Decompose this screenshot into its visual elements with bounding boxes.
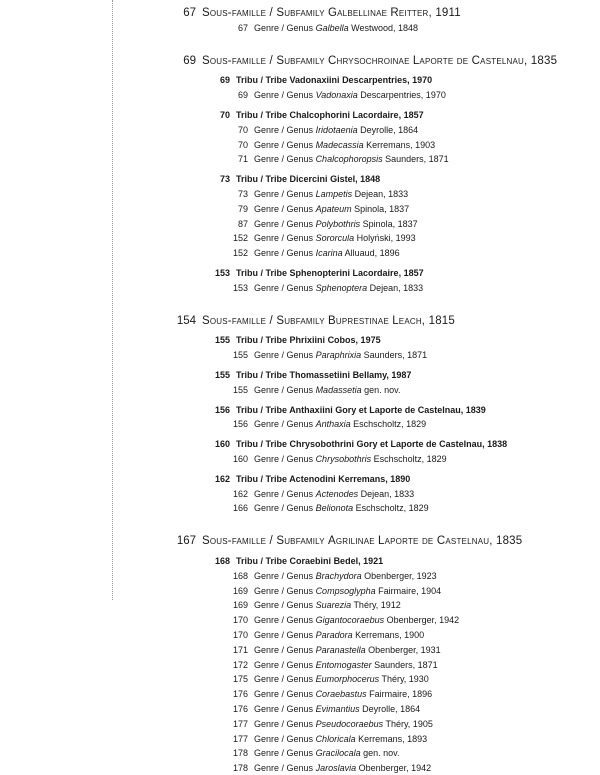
taxon-name: Thomassetiini xyxy=(289,370,351,380)
page-number: 156 xyxy=(232,419,248,430)
taxon-authority: Holyński, 1993 xyxy=(356,233,416,244)
genus-entry xyxy=(226,628,424,642)
page-number: 177 xyxy=(232,718,248,729)
page-number: 168 xyxy=(232,570,248,581)
page-number: 169 xyxy=(232,600,248,611)
taxon-name: Buprestinae xyxy=(327,314,389,327)
taxon-authority: Spinola, 1837 xyxy=(362,218,418,229)
page-number: 73 xyxy=(237,189,248,199)
rank-label: Genre / Genus xyxy=(254,454,314,464)
taxon-authority: Leach, 1815 xyxy=(392,314,455,327)
rank-label: Genre / Genus xyxy=(254,733,314,744)
taxon-name: Pseudocoraebus xyxy=(315,718,384,729)
taxon-name: Phrixiini xyxy=(289,335,326,346)
taxon-authority: Descarpentries, 1970 xyxy=(360,90,446,101)
genus-entry xyxy=(226,501,429,515)
taxon-authority: Lacordaire, 1857 xyxy=(352,110,424,120)
taxon-authority: Dejean, 1833 xyxy=(360,488,415,499)
genus-entry xyxy=(226,702,420,716)
taxon-name: Chalcophorini xyxy=(289,110,351,120)
tribe-entry xyxy=(208,333,381,347)
rank-label: Genre / Genus xyxy=(254,615,314,626)
rank-label: Tribu / Tribe xyxy=(236,335,288,346)
rank-label: Genre / Genus xyxy=(254,718,314,729)
page-number: 160 xyxy=(232,454,248,464)
rank-label: Tribu / Tribe xyxy=(236,404,288,415)
page-number: 153 xyxy=(214,268,230,278)
subfamily-entry xyxy=(168,6,461,20)
page-number: 166 xyxy=(232,503,248,514)
page-number: 168 xyxy=(214,556,230,566)
taxon-authority: Obenberger, 1923 xyxy=(364,570,437,581)
page-number: 175 xyxy=(232,674,248,685)
page-number: 67 xyxy=(237,22,248,33)
genus-entry xyxy=(226,231,416,245)
taxon-authority: Spinola, 1837 xyxy=(354,203,410,214)
rank-label: Genre / Genus xyxy=(254,585,314,596)
genus-entry xyxy=(226,487,414,501)
taxon-authority: Eschscholtz, 1829 xyxy=(373,454,447,464)
rank-label: Genre / Genus xyxy=(254,384,314,395)
taxon-authority: Obenberger, 1942 xyxy=(358,763,432,774)
rank-label: Genre / Genus xyxy=(254,488,314,499)
taxon-name: Sphenoptera xyxy=(315,282,368,293)
taxon-name: Paranastella xyxy=(315,644,366,655)
rank-label: Genre / Genus xyxy=(254,763,314,774)
genus-entry xyxy=(226,658,438,672)
taxon-authority: Obenberger, 1931 xyxy=(368,644,441,655)
taxon-name: Coraebini xyxy=(289,556,332,566)
genus-entry xyxy=(226,246,400,260)
genus-entry xyxy=(226,746,399,760)
taxon-authority: Westwood, 1848 xyxy=(351,22,418,33)
genus-entry xyxy=(226,761,431,775)
taxon-authority: Laporte de Castelnau, 1835 xyxy=(378,535,523,548)
taxon-name: Actenodini xyxy=(289,473,336,484)
taxon-authority: Eschscholtz, 1829 xyxy=(353,419,427,430)
rank-label: Genre / Genus xyxy=(254,248,314,259)
taxon-authority: Deyrolle, 1864 xyxy=(360,124,419,135)
page-number: 176 xyxy=(232,704,248,714)
genus-entry xyxy=(226,672,429,686)
rank-label: Sous-famille / Subfamily xyxy=(202,535,325,548)
genus-entry xyxy=(226,717,433,731)
page-number: 162 xyxy=(214,473,230,484)
page-number: 172 xyxy=(232,659,248,670)
taxon-authority: Descarpentries, 1970 xyxy=(342,75,433,86)
page-number: 79 xyxy=(237,203,248,214)
page-number: 70 xyxy=(219,110,230,120)
genus-entry xyxy=(226,613,459,627)
genus-entry xyxy=(226,687,432,701)
genus-entry xyxy=(226,348,427,362)
taxon-authority: Théry, 1912 xyxy=(353,600,401,611)
taxon-name: Galbellinae xyxy=(327,7,388,19)
genus-entry xyxy=(226,187,408,201)
genus-entry xyxy=(226,138,435,152)
taxon-authority: Cobos, 1975 xyxy=(327,335,381,346)
taxon-name: Iridotaenia xyxy=(315,124,358,135)
taxon-name: Eumorphocerus xyxy=(315,674,380,685)
taxon-authority: Eschscholtz, 1829 xyxy=(355,503,429,514)
page-number: 69 xyxy=(237,90,248,101)
taxon-name: Apateum xyxy=(315,203,352,214)
genus-entry xyxy=(226,732,427,746)
subfamily-entry xyxy=(168,534,522,548)
taxon-authority: Théry, 1905 xyxy=(385,718,433,729)
rank-label: Genre / Genus xyxy=(254,350,314,361)
page-number: 87 xyxy=(237,218,248,229)
genus-entry xyxy=(226,217,418,231)
tribe-entry xyxy=(208,403,486,417)
tribe-entry xyxy=(208,73,432,87)
taxon-authority: Kerremans, 1893 xyxy=(358,733,428,744)
taxon-authority: Kerremans, 1890 xyxy=(338,473,411,484)
rank-label: Genre / Genus xyxy=(254,644,314,655)
taxon-name: Chalcophoropsis xyxy=(315,154,383,165)
taxon-authority: gen. nov. xyxy=(363,748,400,759)
page-number: 162 xyxy=(232,488,248,499)
taxon-authority: Bedel, 1921 xyxy=(333,556,384,566)
rank-label: Tribu / Tribe xyxy=(236,268,288,278)
taxon-name: Madecassia xyxy=(315,139,364,150)
taxon-name: Galbella xyxy=(315,22,349,33)
taxon-name: Vadonaxia xyxy=(315,90,358,101)
rank-label: Genre / Genus xyxy=(254,139,314,150)
rank-label: Genre / Genus xyxy=(254,659,314,670)
page-number: 171 xyxy=(232,644,248,655)
taxon-name: Coraebastus xyxy=(315,689,367,700)
rank-label: Genre / Genus xyxy=(254,124,314,135)
taxon-name: Icarina xyxy=(315,248,343,259)
taxon-name: Anthaxia xyxy=(315,419,351,430)
genus-entry xyxy=(226,383,400,397)
taxon-authority: Kerremans, 1903 xyxy=(366,139,436,150)
taxon-name: Anthaxiini xyxy=(289,404,333,415)
page-number: 170 xyxy=(232,630,248,640)
taxon-authority: Gistel, 1848 xyxy=(330,174,381,185)
rank-label: Sous-famille / Subfamily xyxy=(202,54,325,67)
taxon-name: Jaroslavia xyxy=(315,763,357,774)
taxon-authority: Obenberger, 1942 xyxy=(386,615,460,626)
taxon-name: Evimantius xyxy=(315,704,360,714)
subfamily-entry xyxy=(168,314,455,328)
page-number: 167 xyxy=(176,535,196,548)
rank-label: Sous-famille / Subfamily xyxy=(202,314,325,327)
taxon-name: Agrilinae xyxy=(327,535,375,548)
rank-label: Tribu / Tribe xyxy=(236,473,288,484)
page-number: 69 xyxy=(183,54,196,67)
page-number: 160 xyxy=(214,439,230,450)
subfamily-entry xyxy=(168,54,557,68)
rank-label: Genre / Genus xyxy=(254,22,314,33)
page-number: 70 xyxy=(237,124,248,135)
genus-entry xyxy=(226,584,441,598)
taxon-authority: Reitter, 1911 xyxy=(390,7,461,19)
taxon-name: Vadonaxiini xyxy=(289,75,340,86)
rank-label: Sous-famille / Subfamily xyxy=(202,7,325,19)
page-number: 178 xyxy=(232,763,248,774)
page-number: 69 xyxy=(219,75,230,86)
genus-entry xyxy=(226,123,418,137)
tribe-entry xyxy=(208,266,424,280)
page-number: 152 xyxy=(232,233,248,244)
page-number: 155 xyxy=(232,384,248,395)
page-number: 67 xyxy=(183,7,196,19)
tribe-entry xyxy=(208,554,383,568)
page-number: 73 xyxy=(219,174,230,185)
rank-label: Genre / Genus xyxy=(254,630,314,640)
taxon-name: Paraphrixia xyxy=(315,350,362,361)
genus-entry xyxy=(226,152,449,166)
tribe-entry xyxy=(208,108,424,122)
page-number: 155 xyxy=(232,350,248,361)
genus-entry xyxy=(226,643,441,657)
page-number: 153 xyxy=(232,282,248,293)
rank-label: Genre / Genus xyxy=(254,600,314,611)
taxon-name: Dicercini xyxy=(289,174,328,185)
taxon-authority: Fairmaire, 1896 xyxy=(369,689,433,700)
taxon-name: Entomogaster xyxy=(315,659,372,670)
rank-label: Tribu / Tribe xyxy=(236,75,288,86)
tribe-entry xyxy=(208,472,410,486)
genus-entry xyxy=(226,598,401,612)
taxon-authority: Dejean, 1833 xyxy=(369,282,424,293)
rank-label: Genre / Genus xyxy=(254,503,314,514)
rank-label: Genre / Genus xyxy=(254,233,314,244)
page-number: 154 xyxy=(176,314,196,327)
rank-label: Genre / Genus xyxy=(254,748,314,759)
page-number: 170 xyxy=(232,615,248,626)
rank-label: Genre / Genus xyxy=(254,282,314,293)
tribe-entry xyxy=(208,172,380,186)
page-number: 155 xyxy=(214,370,230,380)
tribe-entry xyxy=(208,437,507,451)
taxon-name: Madassetia xyxy=(315,384,362,395)
taxon-name: Chrysobothrini xyxy=(289,439,355,450)
taxon-name: Chloricala xyxy=(315,733,356,744)
taxon-name: Sphenopterini xyxy=(289,268,351,278)
page-number: 169 xyxy=(232,585,248,596)
taxon-authority: Gory et Laporte de Castelnau, 1838 xyxy=(356,439,508,450)
taxon-authority: Alluaud, 1896 xyxy=(344,248,400,259)
genus-entry xyxy=(226,569,437,583)
page-number: 71 xyxy=(237,154,248,165)
rank-label: Genre / Genus xyxy=(254,674,314,685)
genus-entry xyxy=(226,452,447,466)
rank-label: Genre / Genus xyxy=(254,419,314,430)
genus-entry xyxy=(226,21,418,35)
page-number: 177 xyxy=(232,733,248,744)
taxon-name: Chrysochroinae xyxy=(327,54,410,67)
taxon-name: Polybothris xyxy=(315,218,361,229)
taxon-authority: Saunders, 1871 xyxy=(363,350,428,361)
taxon-name: Paradora xyxy=(315,630,353,640)
taxon-authority: gen. nov. xyxy=(364,384,401,395)
page-number: 178 xyxy=(232,748,248,759)
rank-label: Genre / Genus xyxy=(254,90,314,101)
genus-entry xyxy=(226,88,446,102)
rank-label: Tribu / Tribe xyxy=(236,556,288,566)
taxon-name: Lampetis xyxy=(315,189,353,199)
taxon-authority: Bellamy, 1987 xyxy=(352,370,412,380)
page-number: 176 xyxy=(232,689,248,700)
taxon-name: Gracilocala xyxy=(315,748,361,759)
taxon-authority: Théry, 1930 xyxy=(381,674,429,685)
taxon-authority: Saunders, 1871 xyxy=(374,659,438,670)
taxon-name: Gigantocoraebus xyxy=(315,615,385,626)
taxon-name: Brachydora xyxy=(315,570,362,581)
taxon-authority: Fairmaire, 1904 xyxy=(378,585,442,596)
tribe-entry xyxy=(208,368,411,382)
taxon-authority: Lacordaire, 1857 xyxy=(352,268,424,278)
rank-label: Genre / Genus xyxy=(254,704,314,714)
taxon-authority: Saunders, 1871 xyxy=(385,154,449,165)
page-number: 155 xyxy=(214,335,230,346)
genus-entry xyxy=(226,202,409,216)
rank-label: Tribu / Tribe xyxy=(236,110,288,120)
genus-entry xyxy=(226,417,426,431)
rank-label: Genre / Genus xyxy=(254,689,314,700)
taxon-name: Suarezia xyxy=(315,600,352,611)
rank-label: Tribu / Tribe xyxy=(236,174,288,185)
genus-entry xyxy=(226,281,423,295)
rank-label: Genre / Genus xyxy=(254,218,314,229)
taxon-authority: Laporte de Castelnau, 1835 xyxy=(412,54,558,67)
taxon-authority: Dejean, 1833 xyxy=(354,189,409,199)
rank-label: Genre / Genus xyxy=(254,189,314,199)
rank-label: Tribu / Tribe xyxy=(236,370,288,380)
rank-label: Genre / Genus xyxy=(254,570,314,581)
taxon-name: Chrysobothris xyxy=(315,454,372,464)
rank-label: Tribu / Tribe xyxy=(236,439,288,450)
taxon-name: Sororcula xyxy=(315,233,355,244)
page-number: 152 xyxy=(232,248,248,259)
taxon-authority: Deyrolle, 1864 xyxy=(362,704,421,714)
taxon-name: Belionota xyxy=(315,503,354,514)
rank-label: Genre / Genus xyxy=(254,154,314,165)
taxon-authority: Gory et Laporte de Castelnau, 1839 xyxy=(335,404,486,415)
taxon-name: Compsoglypha xyxy=(315,585,376,596)
page-number: 70 xyxy=(237,139,248,150)
rank-label: Genre / Genus xyxy=(254,203,314,214)
taxon-name: Actenodes xyxy=(315,488,359,499)
taxon-authority: Kerremans, 1900 xyxy=(355,630,425,640)
page-number: 156 xyxy=(214,404,230,415)
